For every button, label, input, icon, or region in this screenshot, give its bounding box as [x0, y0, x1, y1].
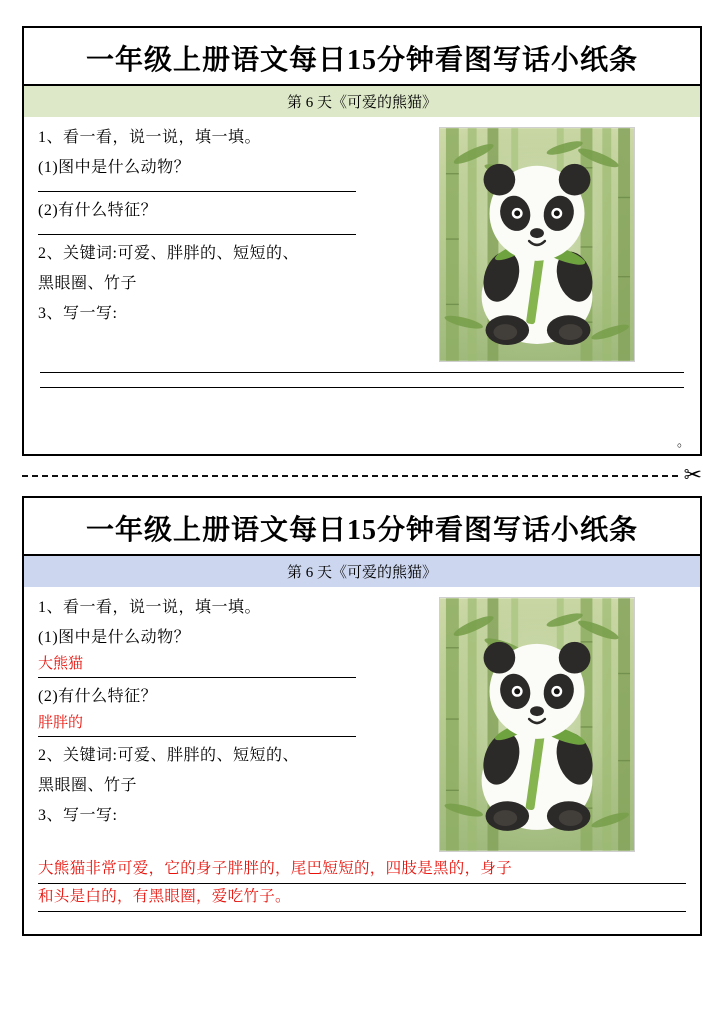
- panda-illustration-container: [388, 593, 686, 852]
- question-2-keywords-line2: 黑眼圈、竹子: [38, 777, 138, 794]
- writing-line-1[interactable]: [40, 372, 684, 373]
- answer-blank-1a[interactable]: [38, 190, 356, 192]
- panda-illustration-container: [388, 123, 686, 362]
- question-1b-text: (2)有什么特征？: [38, 688, 158, 705]
- answer-1a[interactable]: 大熊猫: [38, 653, 356, 678]
- answer-3-block[interactable]: [38, 856, 686, 912]
- worksheet-title: 一年级上册语文每日15分钟看图写话小纸条: [24, 28, 700, 86]
- answer-3-line1: 大熊猫非常可爱，它的身子胖胖的，尾巴短短的，四肢是黑的，身子: [38, 856, 686, 884]
- question-2-keywords-line2: 黑眼圈、竹子: [38, 275, 138, 292]
- question-3-label: 3、写一写:: [38, 807, 118, 824]
- scissors-icon: ✂: [683, 462, 702, 487]
- panda-illustration: [439, 127, 635, 362]
- question-2-keywords-line1: 2、关键词:可爱、胖胖的、短短的、: [38, 747, 299, 764]
- worksheet-questions: [38, 123, 388, 362]
- worksheet-subtitle: 第 6 天《可爱的熊猫》: [24, 556, 700, 587]
- worksheet-questions: [38, 593, 388, 852]
- question-1-label: 1、看一看，说一说，填一填。: [38, 599, 262, 616]
- dashed-divider: [22, 475, 678, 477]
- question-1b-text: (2)有什么特征？: [38, 202, 158, 219]
- question-1-label: 1、看一看，说一说，填一填。: [38, 129, 262, 146]
- question-1a-text: (1)图中是什么动物？: [38, 629, 191, 646]
- worksheet-subtitle: 第 6 天《可爱的熊猫》: [24, 86, 700, 117]
- cut-line: [22, 456, 702, 496]
- worksheet-body: [24, 117, 700, 362]
- answer-1b[interactable]: 胖胖的: [38, 712, 356, 737]
- worksheet-answers: [22, 496, 702, 936]
- question-1a-text: (1)图中是什么动物？: [38, 159, 191, 176]
- worksheet-blank: [22, 26, 702, 456]
- writing-line-2[interactable]: [40, 387, 684, 388]
- panda-illustration: [439, 597, 635, 852]
- question-2-keywords-line1: 2、关键词:可爱、胖胖的、短短的、: [38, 245, 299, 262]
- tail-period: 。: [676, 434, 690, 449]
- answer-blank-1b[interactable]: [38, 233, 356, 235]
- worksheet-title: 一年级上册语文每日15分钟看图写话小纸条: [24, 498, 700, 556]
- answer-3-line2: 和头是白的，有黑眼圈，爱吃竹子。: [38, 884, 686, 912]
- question-3-label: 3、写一写:: [38, 305, 118, 322]
- worksheet-body: [24, 587, 700, 852]
